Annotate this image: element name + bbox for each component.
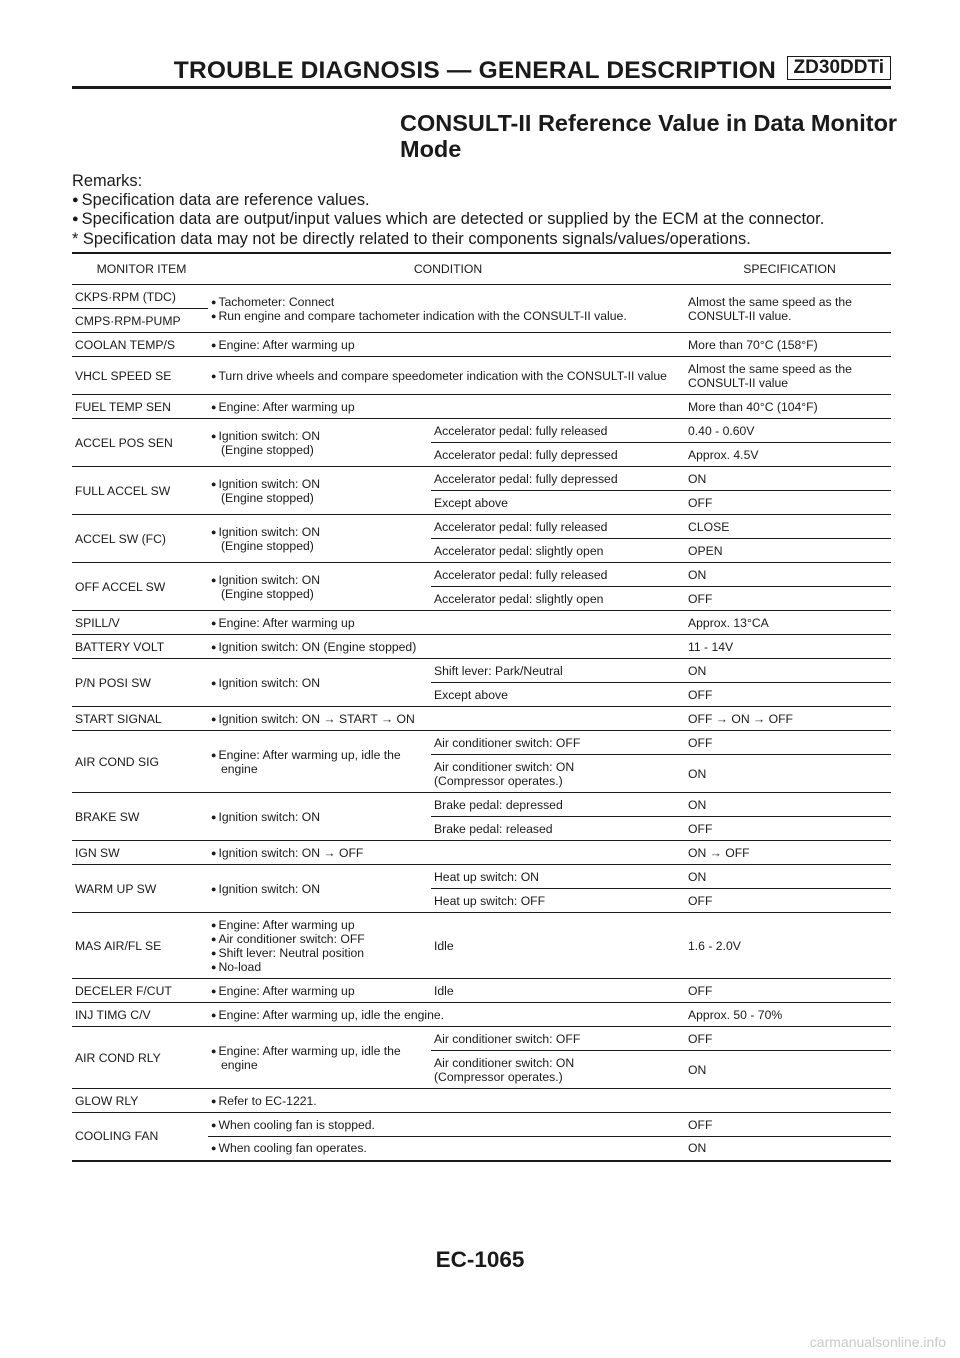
spec-line: Almost the same speed as the bbox=[688, 361, 852, 376]
monitor-item: START SIGNAL bbox=[75, 711, 162, 726]
spec-line: CONSULT-II value bbox=[688, 375, 789, 390]
condition-cell bbox=[208, 731, 431, 793]
condition-cell: ● Turn drive wheels and compare speedometer indication with the CONSULT-II value bbox=[208, 357, 685, 395]
sub-condition-cell: Accelerator pedal: slightly open bbox=[434, 591, 604, 606]
spec-cell: Approx. 4.5V bbox=[688, 447, 759, 462]
section-title bbox=[400, 110, 900, 162]
condition-line: engine bbox=[221, 761, 258, 776]
condition-line: ● Ignition switch: ON bbox=[211, 477, 431, 491]
spec-cell: ON bbox=[688, 766, 707, 781]
table-row bbox=[72, 333, 891, 357]
monitor-item: BRAKE SW bbox=[75, 809, 140, 824]
header-title: TROUBLE DIAGNOSIS — GENERAL DESCRIPTION bbox=[173, 57, 776, 84]
monitor-item: AIR COND SIG bbox=[75, 754, 159, 769]
condition-cell: ● Engine: After warming up, idle the engine. bbox=[208, 1003, 685, 1027]
condition-cell bbox=[208, 913, 431, 979]
condition-line: ● Run engine and compare tachometer indication with the CONSULT-II value. bbox=[211, 309, 685, 323]
table-row bbox=[72, 285, 891, 309]
condition-cell: ● Ignition switch: ON → START → ON bbox=[208, 707, 685, 731]
sub-condition-cell: Accelerator pedal: fully depressed bbox=[434, 447, 618, 462]
section-title-line2: Mode bbox=[400, 136, 462, 162]
spec-cell: 11 - 14V bbox=[688, 639, 734, 654]
condition-line: Air conditioner switch: ON bbox=[434, 759, 575, 774]
col-condition: CONDITION bbox=[413, 262, 483, 276]
monitor-item: GLOW RLY bbox=[75, 1093, 139, 1108]
sub-condition-cell: Except above bbox=[434, 495, 508, 510]
spec-cell: ON bbox=[688, 471, 707, 486]
condition-cell bbox=[208, 563, 431, 611]
condition-cell bbox=[208, 515, 431, 563]
condition-line: ● Shift lever: Neutral position bbox=[211, 946, 431, 960]
monitor-item: CKPS·RPM (TDC) bbox=[75, 289, 176, 304]
spec-line: Almost the same speed as the bbox=[688, 294, 852, 309]
spec-cell: OFF bbox=[688, 1031, 713, 1046]
table-row bbox=[72, 1113, 891, 1137]
table-row bbox=[72, 707, 891, 731]
col-specification: SPECIFICATION bbox=[743, 262, 836, 276]
spec-cell: OPEN bbox=[688, 543, 723, 558]
table-row bbox=[72, 611, 891, 635]
col-monitor-item: MONITOR ITEM bbox=[96, 262, 187, 276]
spec-cell: OFF bbox=[688, 591, 713, 606]
condition-cell: ● Ignition switch: ON → OFF bbox=[208, 841, 685, 865]
spec-cell: 0.40 - 0.60V bbox=[688, 423, 755, 438]
monitor-item: ACCEL POS SEN bbox=[75, 435, 173, 450]
sub-condition-cell: Accelerator pedal: fully released bbox=[434, 567, 608, 582]
monitor-item: FUEL TEMP SEN bbox=[75, 399, 171, 414]
condition-line: (Engine stopped) bbox=[221, 586, 314, 601]
spec-cell: OFF bbox=[688, 495, 713, 510]
monitor-item: OFF ACCEL SW bbox=[75, 579, 166, 594]
watermark: carmanualsonline.info bbox=[809, 1334, 946, 1350]
monitor-item: MAS AIR/FL SE bbox=[75, 938, 162, 953]
table-row bbox=[72, 395, 891, 419]
table-row bbox=[72, 1089, 891, 1113]
sub-condition-cell: Accelerator pedal: fully released bbox=[434, 519, 608, 534]
condition-line: ● Engine: After warming up bbox=[211, 918, 431, 932]
table-row bbox=[72, 515, 891, 539]
spec-line: CONSULT-II value. bbox=[688, 308, 792, 323]
table-row bbox=[72, 467, 891, 491]
condition-cell: ● Ignition switch: ON bbox=[208, 865, 431, 913]
remarks-label: Remarks: bbox=[72, 172, 143, 190]
spec-cell bbox=[685, 357, 891, 395]
table-row bbox=[72, 1003, 891, 1027]
table-row bbox=[72, 357, 891, 395]
monitor-item: COOLAN TEMP/S bbox=[75, 337, 176, 352]
table-row bbox=[72, 419, 891, 443]
monitor-item: P/N POSI SW bbox=[75, 675, 151, 690]
spec-cell: OFF bbox=[688, 893, 713, 908]
sub-condition-cell: Brake pedal: depressed bbox=[434, 797, 563, 812]
spec-cell: CLOSE bbox=[688, 519, 730, 534]
condition-line: (Compressor operates.) bbox=[434, 1069, 563, 1084]
sub-condition-cell: Accelerator pedal: fully released bbox=[434, 423, 608, 438]
sub-condition-cell: Heat up switch: OFF bbox=[434, 893, 546, 908]
table-row bbox=[72, 659, 891, 683]
monitor-item: BATTERY VOLT bbox=[75, 639, 165, 654]
monitor-item: AIR COND RLY bbox=[75, 1050, 161, 1065]
sub-condition-cell: Accelerator pedal: fully depressed bbox=[434, 471, 618, 486]
condition-line: ● No-load bbox=[211, 960, 431, 974]
condition-cell: ● Engine: After warming up bbox=[208, 611, 685, 635]
condition-line: ● Ignition switch: ON bbox=[211, 573, 431, 587]
sub-condition-cell: Accelerator pedal: slightly open bbox=[434, 543, 604, 558]
monitor-item: VHCL SPEED SE bbox=[75, 368, 172, 383]
table-row bbox=[72, 793, 891, 817]
condition-line: ● Air conditioner switch: OFF bbox=[211, 932, 431, 946]
condition-line: (Compressor operates.) bbox=[434, 773, 563, 788]
table-header-row bbox=[72, 253, 891, 285]
spec-cell: OFF bbox=[688, 983, 713, 998]
condition-cell bbox=[208, 419, 431, 467]
condition-cell: ● When cooling fan is stopped. bbox=[208, 1113, 685, 1137]
page-header bbox=[72, 55, 891, 85]
monitor-item: WARM UP SW bbox=[75, 881, 157, 896]
remark-note: * Specification data may not be directly related to their components signals/values/operations. bbox=[72, 229, 751, 248]
spec-cell: 1.6 - 2.0V bbox=[688, 938, 741, 953]
engine-code-badge: ZD30DDTi bbox=[787, 56, 891, 80]
spec-cell: OFF bbox=[688, 735, 713, 750]
spec-cell: ON → OFF bbox=[688, 845, 750, 860]
condition-line: ● Ignition switch: ON bbox=[211, 429, 431, 443]
condition-line: ● Tachometer: Connect bbox=[211, 295, 685, 309]
sub-condition-cell: Heat up switch: ON bbox=[434, 869, 539, 884]
spec-cell: OFF bbox=[688, 1117, 713, 1132]
spec-cell: ON bbox=[688, 663, 707, 678]
condition-cell bbox=[208, 467, 431, 515]
table-row bbox=[72, 1027, 891, 1051]
remarks bbox=[72, 172, 902, 249]
condition-line: (Engine stopped) bbox=[221, 442, 314, 457]
table-row bbox=[72, 563, 891, 587]
page-number: EC-1065 bbox=[435, 1247, 525, 1272]
sub-condition-cell: Idle bbox=[434, 938, 454, 953]
condition-cell: ● Ignition switch: ON (Engine stopped) bbox=[208, 635, 685, 659]
condition-line: ● Engine: After warming up, idle the bbox=[211, 748, 431, 762]
spec-cell: ON bbox=[688, 1141, 707, 1156]
sub-condition-cell: Brake pedal: released bbox=[434, 821, 553, 836]
sub-condition-cell: Idle bbox=[434, 983, 454, 998]
table-row bbox=[72, 865, 891, 889]
remark-bullet-1: ● Specification data are reference values. bbox=[72, 191, 902, 210]
spec-cell: OFF bbox=[688, 687, 713, 702]
monitor-item: DECELER F/CUT bbox=[75, 983, 172, 998]
spec-cell: More than 40°C (104°F) bbox=[688, 399, 818, 414]
sub-condition-cell: Air conditioner switch: OFF bbox=[434, 735, 581, 750]
spec-cell: ON bbox=[688, 797, 707, 812]
condition-line: engine bbox=[221, 1057, 258, 1072]
condition-cell: ● Engine: After warming up bbox=[208, 979, 431, 1003]
spec-cell: ON bbox=[688, 1062, 707, 1077]
condition-line: ● Ignition switch: ON bbox=[211, 525, 431, 539]
condition-cell: ● Ignition switch: ON bbox=[208, 659, 431, 707]
section-title-line1: CONSULT-II Reference Value in Data Monitor bbox=[400, 110, 898, 136]
monitor-item: CMPS·RPM-PUMP bbox=[75, 313, 181, 328]
monitor-item: ACCEL SW (FC) bbox=[75, 531, 166, 546]
spec-cell: Approx. 50 - 70% bbox=[688, 1007, 783, 1022]
monitor-item: COOLING FAN bbox=[75, 1129, 159, 1144]
sub-condition-cell bbox=[431, 1051, 685, 1089]
condition-cell: ● Engine: After warming up bbox=[208, 333, 685, 357]
spec-cell: ON bbox=[688, 567, 707, 582]
sub-condition-cell: Except above bbox=[434, 687, 508, 702]
table-row bbox=[72, 731, 891, 755]
header-rule bbox=[72, 86, 891, 89]
condition-cell: ● Ignition switch: ON bbox=[208, 793, 431, 841]
spec-cell: Approx. 13°CA bbox=[688, 615, 769, 630]
spec-cell: ON bbox=[688, 869, 707, 884]
monitor-item: SPILL/V bbox=[75, 615, 120, 630]
spec-cell: OFF → ON → OFF bbox=[688, 711, 793, 726]
table-row bbox=[72, 913, 891, 979]
condition-line: (Engine stopped) bbox=[221, 490, 314, 505]
condition-line: ● Engine: After warming up, idle the bbox=[211, 1044, 431, 1058]
sub-condition-cell: Air conditioner switch: OFF bbox=[434, 1031, 581, 1046]
condition-cell: ● Engine: After warming up bbox=[208, 395, 685, 419]
condition-cell: ● Refer to EC-1221. bbox=[208, 1089, 891, 1113]
table-row bbox=[72, 841, 891, 865]
condition-line: (Engine stopped) bbox=[221, 538, 314, 553]
monitor-item: FULL ACCEL SW bbox=[75, 483, 171, 498]
table-row bbox=[72, 979, 891, 1003]
spec-cell bbox=[685, 285, 891, 333]
sub-condition-cell: Shift lever: Park/Neutral bbox=[434, 663, 563, 678]
condition-cell bbox=[208, 1027, 431, 1089]
monitor-item: INJ TIMG C/V bbox=[75, 1007, 151, 1022]
condition-line: Air conditioner switch: ON bbox=[434, 1055, 575, 1070]
condition-cell: ● When cooling fan operates. bbox=[208, 1137, 685, 1161]
table-row bbox=[72, 635, 891, 659]
condition-cell bbox=[208, 285, 685, 333]
reference-value-table bbox=[72, 252, 891, 1162]
remark-bullet-2: ● Specification data are output/input values which are detected or supplied by the ECM at the connector. bbox=[72, 210, 902, 229]
spec-cell: OFF bbox=[688, 821, 713, 836]
spec-cell: More than 70°C (158°F) bbox=[688, 337, 818, 352]
sub-condition-cell bbox=[431, 755, 685, 793]
monitor-item: IGN SW bbox=[75, 845, 120, 860]
